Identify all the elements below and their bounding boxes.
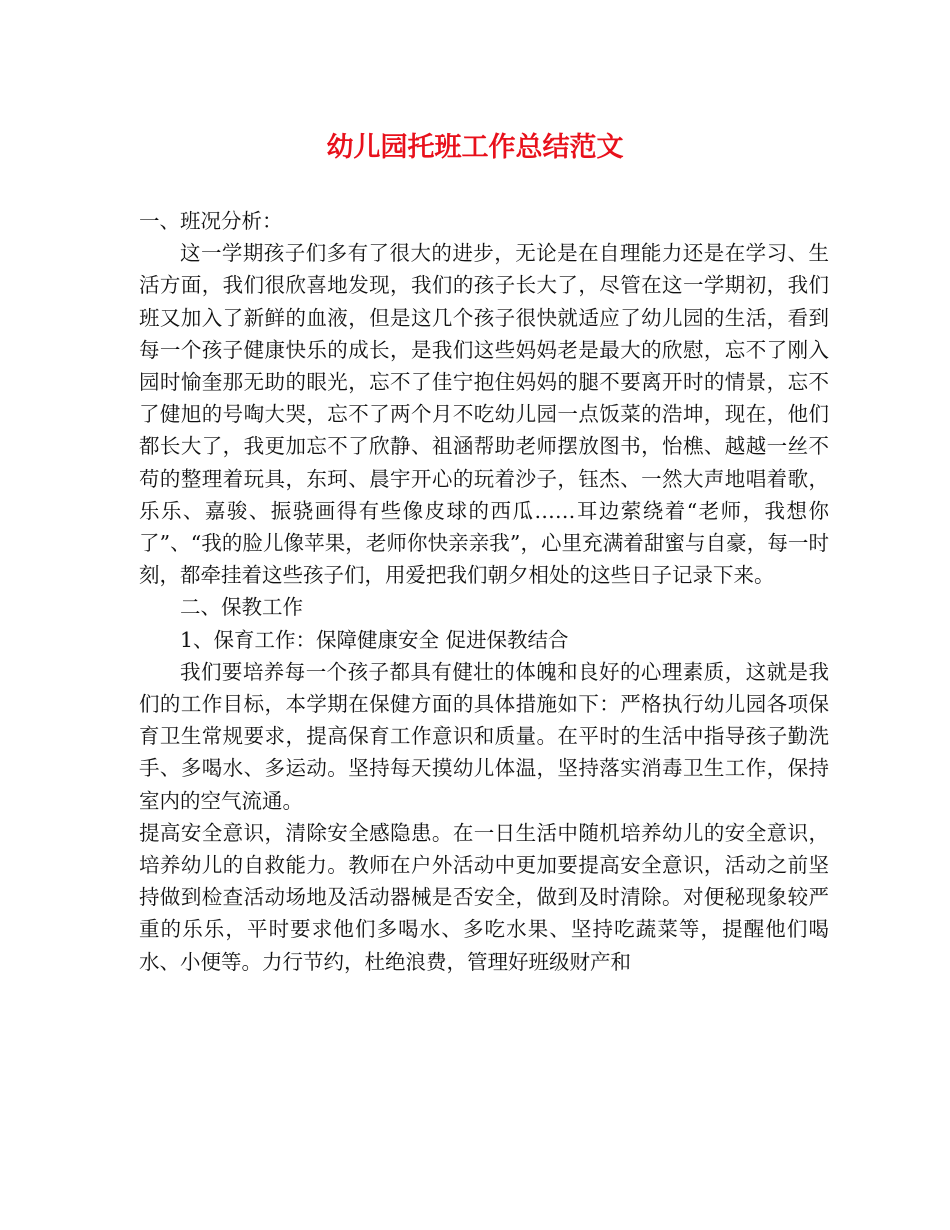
document-title: 幼儿园托班工作总结范文 [326, 132, 624, 163]
subheading-care-work: 1、保育工作：保障健康安全 促进保教结合 [180, 627, 569, 652]
document-body [139, 205, 829, 978]
section-heading-care-education: 二、保教工作 [180, 595, 303, 620]
paragraph-care-measures: 我们要培养每一个孩子都具有健壮的体魄和良好的心理素质，这就是我们的工作目标，本学期在保健方面的具体措施如下：严格执行幼儿园各项保育卫生常规要求，提高保育工作意识和质量。在平时的生活中指导孩子勤洗手、多喝水、多运动。坚持每天摸幼儿体温，坚持落实消毒卫生工作，保持室内的空气流通。 [139, 659, 829, 813]
paragraph-safety-awareness: 提高安全意识，清除安全感隐患。在一日生活中随机培养幼儿的安全意识，培养幼儿的自救能力。教师在户外活动中更加要提高安全意识，活动之前坚持做到检查活动场地及活动器械是否安全，做到及时清除。对便秘现象较严重的乐乐，平时要求他们多喝水、多吃水果、坚持吃蔬菜等，提醒他们喝水、小便等。力行节约，杜绝浪费，管理好班级财产和 [139, 820, 829, 974]
paragraph-class-analysis: 这一学期孩子们多有了很大的进步，无论是在自理能力还是在学习、生活方面，我们很欣喜地发现，我们的孩子长大了，尽管在这一学期初，我们班又加入了新鲜的血液，但是这几个孩子很快就适应了幼儿园的生活，看到每一个孩子健康快乐的成长，是我们这些妈妈老是最大的欣慰，忘不了刚入园时愉奎那无助的眼光，忘不了佳宁抱住妈妈的腿不要离开时的情景，忘不了健旭的号啕大哭，忘不了两个月不吃幼儿园一点饭菜的浩坤，现在，他们都长大了，我更加忘不了欣静、祖涵帮助老师摆放图书，怡樵、越越一丝不苟的整理着玩具，东珂、晨宇开心的玩着沙子，钰杰、一然大声地唱着歌，乐乐、嘉骏、振骁画得有些像皮球的西瓜……耳边萦绕着“老师，我想你了”、“我的脸儿像苹果，老师你快亲亲我”，心里充满着甜蜜与自豪，每一时刻，都牵挂着这些孩子们，用爱把我们朝夕相处的这些日子记录下来。 [139, 241, 829, 588]
section-heading-class-analysis: 一、班况分析： [139, 209, 283, 233]
